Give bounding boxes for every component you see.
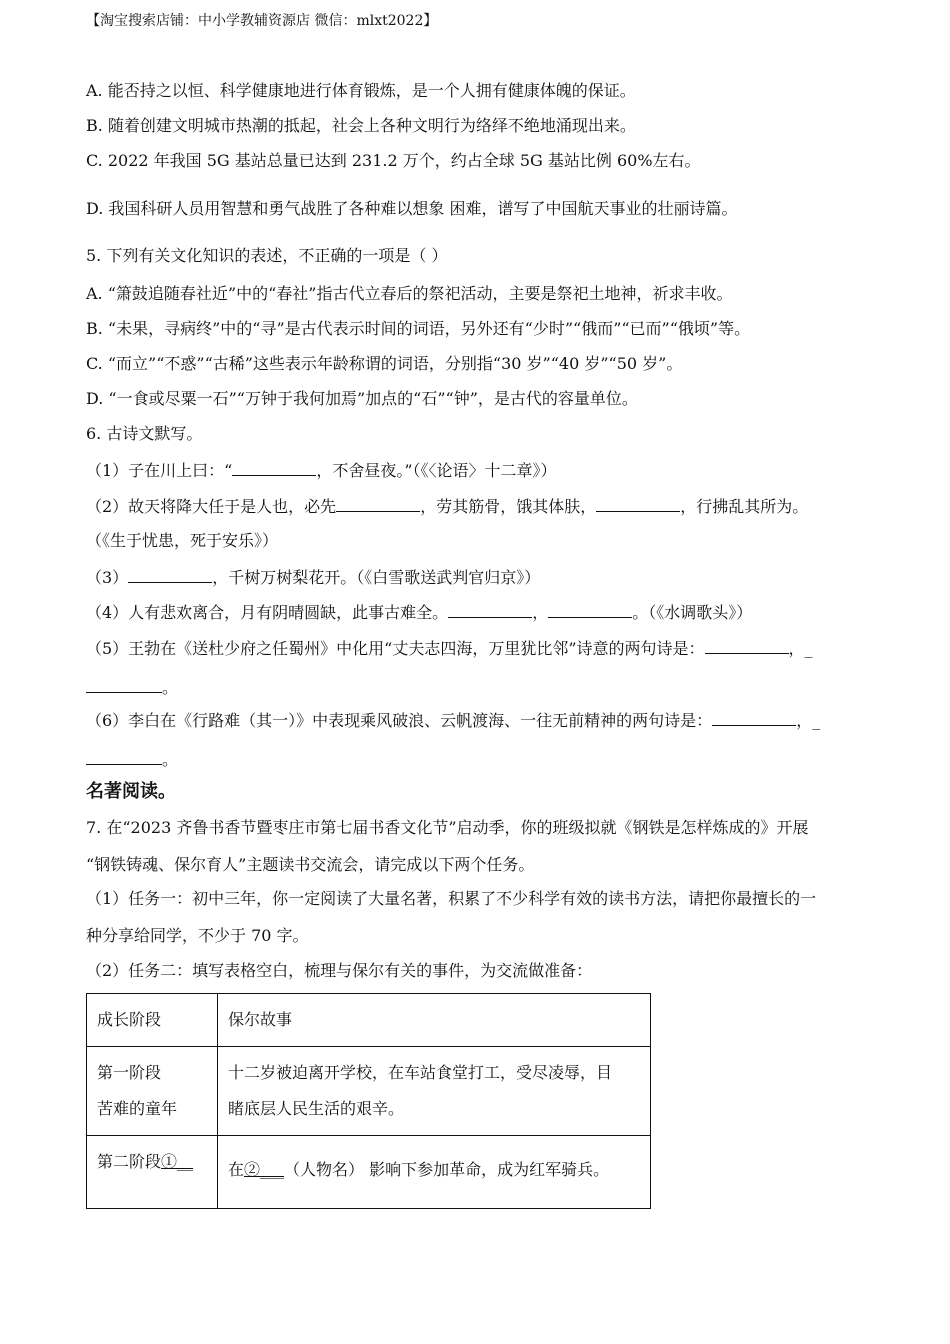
q7-task2: （2）任务二：填写表格空白，梳理与保尔有关的事件，为交流做准备：: [86, 961, 593, 980]
q4-option-d: D. 我国科研人员用智慧和勇气战胜了各种难以想象 困难，谱写了中国航天事业的壮丽诗篇。: [86, 199, 738, 218]
q7-stem-line1: 7. 在“2023 齐鲁书香节暨枣庄市第七届书香文化节”启动季，你的班级拟就《钢铁是怎样炼成的》开展: [86, 818, 809, 837]
answer-blank[interactable]: [548, 601, 632, 618]
table-row: [87, 1047, 651, 1136]
table-cell-story: 在②___（人物名） 影响下参加革命，成为红军骑兵。: [218, 1136, 651, 1209]
q7-task1-line2: 种分享给同学，不少于 70 字。: [86, 926, 309, 945]
q5-option-b: B. “未果，寻病终”中的“寻”是古代表示时间的词语，另外还有“少时”“俄而”“已而”“俄顷”等。: [86, 319, 751, 338]
table-cell-story: 十二岁被迫离开学校，在车站食堂打工，受尽凌辱，目 睹底层人民生活的艰辛。: [218, 1047, 651, 1136]
q5-stem: 5. 下列有关文化知识的表述，不正确的一项是（ ）: [86, 246, 448, 265]
q6-item-6: （6）李白在《行路难（其一）》中表现乘风破浪、云帆渡海、一往无前精神的两句诗是： ，_: [86, 711, 821, 730]
answer-blank[interactable]: [336, 495, 420, 512]
answer-blank[interactable]: [596, 495, 680, 512]
paul-story-table: [86, 993, 651, 1209]
q4-option-a: A. 能否持之以恒、科学健康地进行体育锻炼，是一个人拥有健康体魄的保证。: [86, 81, 636, 100]
table-cell-stage: 第二阶段①__: [87, 1136, 218, 1209]
q6-item-2-source: （《生于忧患，死于安乐》）: [86, 531, 279, 550]
answer-blank[interactable]: [448, 601, 532, 618]
q5-option-a: A. “箫鼓追随春社近”中的“春社”指古代立春后的祭祀活动，主要是祭祀土地神，祈求丰收。: [86, 284, 733, 303]
page-header: 【淘宝搜索店铺：中小学教辅资源店 微信：mlxt2022】: [86, 13, 438, 29]
q6-item-5-cont: 。: [86, 676, 178, 698]
answer-blank-2[interactable]: ②___: [244, 1160, 285, 1179]
q5-option-d: D. “一食或尽粟一石”“万钟于我何加焉”加点的“石”“钟”，是古代的容量单位。: [86, 389, 638, 408]
answer-blank[interactable]: [705, 637, 789, 654]
table-header-row: [87, 994, 651, 1047]
answer-blank[interactable]: [86, 676, 162, 693]
answer-blank[interactable]: [712, 709, 796, 726]
q5-option-c: C. “而立”“不惑”“古稀”这些表示年龄称谓的词语，分别指“30 岁”“40 岁”“50 岁”。: [86, 354, 683, 373]
table-row: [87, 1136, 651, 1209]
answer-blank[interactable]: [86, 748, 162, 765]
q6-stem: 6. 古诗文默写。: [86, 424, 203, 443]
q6-item-6-cont: 。: [86, 748, 178, 770]
table-cell-stage: 第一阶段 苦难的童年: [87, 1047, 218, 1136]
table-header-stage: 成长阶段: [87, 994, 218, 1047]
q6-item-1: （1）子在川上曰：“ ，不舍昼夜。”（《〈论语〉十二章》）: [86, 461, 557, 480]
q4-option-b: B. 随着创建文明城市热潮的抵起，社会上各种文明行为络绎不绝地涌现出来。: [86, 116, 636, 135]
answer-blank[interactable]: [232, 459, 316, 476]
q6-item-5: （5）王勃在《送杜少府之任蜀州》中化用“丈夫志四海，万里犹比邻”诗意的两句诗是： ，_: [86, 639, 813, 658]
answer-blank[interactable]: [128, 566, 212, 583]
q4-option-c: C. 2022 年我国 5G 基站总量已达到 231.2 万个，约占全球 5G 基站比例 60%左右。: [86, 151, 701, 170]
section-heading: 名著阅读。: [86, 781, 176, 802]
q6-item-4: （4）人有悲欢离合，月有阴晴圆缺，此事古难全。 ， 。（《水调歌头》）: [86, 603, 753, 622]
answer-blank-1[interactable]: ①__: [161, 1152, 194, 1171]
q7-task1-line1: （1）任务一：初中三年，你一定阅读了大量名著，积累了不少科学有效的读书方法，请把你最擅长的一: [86, 889, 817, 908]
q7-stem-line2: “钢铁铸魂、保尔育人”主题读书交流会，请完成以下两个任务。: [86, 855, 535, 874]
table-header-story: 保尔故事: [218, 994, 651, 1047]
q6-item-2: （2）故天将降大任于是人也，必先 ，劳其筋骨，饿其体肤， ，行拂乱其所为。: [86, 497, 809, 516]
q6-item-3: （3） ，千树万树梨花开。（《白雪歌送武判官归京》）: [86, 568, 541, 587]
